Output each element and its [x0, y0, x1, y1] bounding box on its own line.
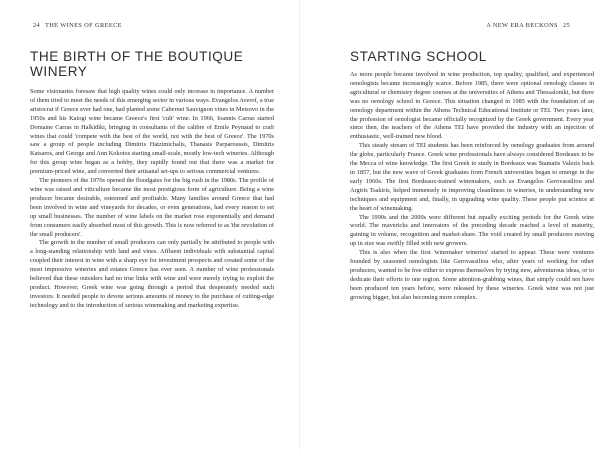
paragraph: The pioneers of the 1970s opened the floodgates for the big rush in the 1980s. The profile of wine was raised and viticulture became the most prestigious form of agriculture. Being a wine producer became desirable, esteemed and profitable. Many families around Greece that had been involved in wine and vineyards for decades, or even generations, had every reason to set up small businesses. The number of wine labels on the market rose exponentially and demand from consumers easily absorbed most of this growth. This is now referred to as 'the revolution of the small producers'. — [30, 177, 274, 238]
left-body-text — [30, 88, 274, 311]
paragraph: This is also when the first 'winemaker wineries' started to appear. These were ventures founded by seasoned oenologists like Gerovassiliou who, after years of working for other producers, wanted to be free either to express themselves by trying new, adventurous ideas, or to dedicate their efforts to one region. Some attention-grabbing wines, that simply could not have been produced ten years before, were released by these wineries. Greek wine was not just growing bigger, but also becoming more complex. — [350, 249, 594, 301]
section-title-right: STARTING SCHOOL — [350, 49, 487, 64]
right-body-text — [350, 71, 594, 303]
running-head-book-title: THE WINES OF GREECE — [44, 22, 122, 29]
paragraph: The growth in the number of small producers can only partially be attributed to people with a long-standing relationship with land and vines. Affluent individuals with substantial capital coupled their interest in wine with a sharp eye for investment prospects and created some of the most impressive wineries and estates Greece has ever seen. A number of wine professionals believed that these outsiders had no true links with wine and were merely trying to exploit the product. However, Greek wine was going through a period that desperately needed such investors. It needed people to devote serious amounts of money to the purchase of cutting-edge technology and to the introduction of serious winemaking and marketing expertise. — [30, 239, 274, 309]
right-page — [300, 0, 600, 450]
paragraph: The 1990s and the 2000s were different but equally exciting periods for the Greek wine world. The mavericks and innovators of the preceding decade reached a level of maturity, gaining in volume, recognition and market-share. The void created by small producers moving up in size was swiftly filled with new growers. — [350, 213, 594, 248]
right-running-head — [486, 22, 573, 29]
page-number-left: 24 — [33, 22, 41, 29]
paragraph: This steady stream of TEI students has been reinforced by oenology graduates from around the globe, particularly France. Greek wine professionals have always considered Bordeaux to be the Mecca of wine knowledge. The first Greek to study in Bordeaux was Stamatis Valezis back in 1857, but the new wave of Greek graduates from French universities began to emerge in the early 1960s. The first Bordeaux-trained winemakers, such as Evangelos Gerovassiliou and Argiris Tsakiris, helped immensely in improving cleanliness in wineries, in understanding new techniques and equipment and, finally, in upgrading wine quality. These people put science at the heart of winemaking. — [350, 142, 594, 212]
left-running-head — [30, 22, 122, 29]
paragraph: As more people became involved in wine production, top quality, qualified, and experienced oenologists became increasingly scarce. Before 1985, there were optional oenology classes in agricultural or chemistry degree courses at the universities of Athens and Thessaloniki, but there was no oenology school in Greece. This situation changed in 1985 with the foundation of an oenology department within the Athens Technical Educational Institute or TEI. Two years later, the profession of oenologist became officially recognized by the Greek government. Every year since then, the teachers of the Athens TEI have provided the industry with an injection of enthusiastic, well-trained new blood. — [350, 71, 594, 141]
section-title-left: THE BIRTH OF THE BOUTIQUE WINERY — [30, 49, 244, 79]
running-head-chapter-title: A NEW ERA BECKONS — [486, 22, 558, 29]
paragraph: Some visionaries foresaw that high quality wines could only increase in importance. A number of them tried to meet the needs of this emerging sector in various ways. Evangelos Averof, a true aristocrat if Greece ever had one, had planted some Cabernet Sauvignon vines in Metsovo in the 1950s and his Katogi wine became Greece's first 'cult' wine. In 1966, Ioannis Carras started Domaine Carras in Halkidiki, bringing in consultants of the calibre of Emile Peynaud to craft wines that could 'compete with the best of the world, not with the best of Greece'. The 1970s saw a group of people including Dimitris Hatzimichalis, Thanasis Parparoussis, Dimitris Katsaros, and George and Ann Kokotos starting small-scale, mostly low-tech wineries. Although for this group wine began as a hobby, they rapidly found out that there was a market for premium-priced wine, and converted their artisanal set-ups to serious commercial ventures. — [30, 88, 274, 176]
page-number-right: 25 — [562, 22, 570, 29]
